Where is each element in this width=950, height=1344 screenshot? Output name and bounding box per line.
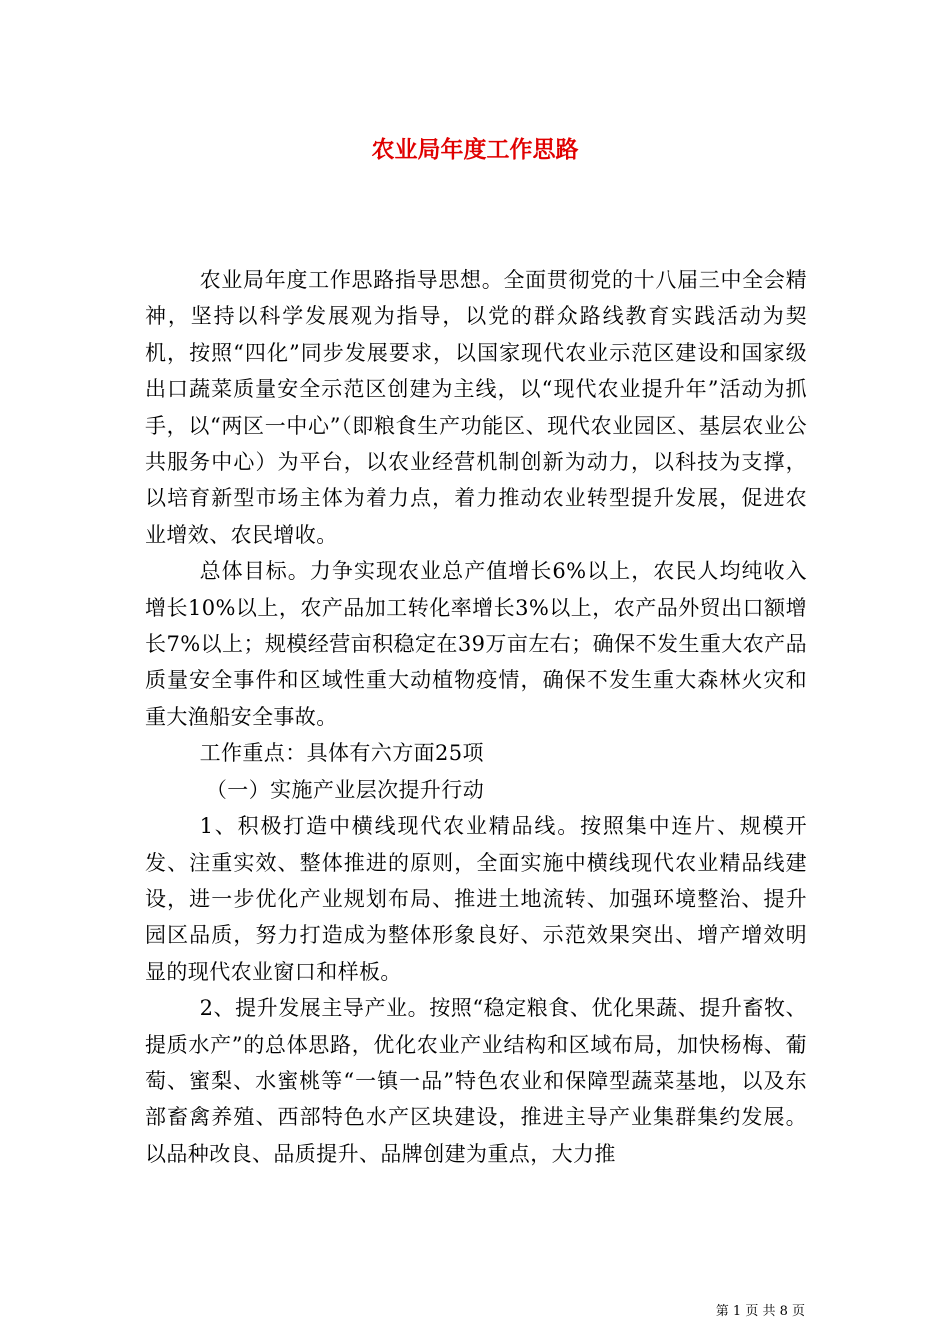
paragraph-item-2: 2、提升发展主导产业。按照“稳定粮食、优化果蔬、提升畜牧、提质水产”的总体思路，优化农业产业结构和区域布局，加快杨梅、葡萄、蜜梨、水蜜桃等“一镇一品”特色农业和保障型蔬菜基地，以及东部畜禽养殖、西部特色水产区块建设，推进主导产业集群集约发展。以品种改良、品质提升、品牌创建为重点，大力推 xyxy=(145,996,807,1166)
page-number: 第 1 页 共 8 页 xyxy=(715,1304,805,1319)
paragraph-overall-goal: 总体目标。力争实现农业总产值增长6%以上，农民人均纯收入增长10%以上，农产品加工转化率增长3%以上，农产品外贸出口额增长7%以上；规模经营亩积稳定在39万亩左右；确保不发生重大农产品质量安全事件和区域性重大动植物疫情，确保不发生重大森林火灾和重大渔船安全事故。 xyxy=(145,559,807,729)
document-title: 农业局年度工作思路 xyxy=(371,136,579,163)
section-heading-1: （一）实施产业层次提升行动 xyxy=(205,777,485,802)
document-body xyxy=(145,262,807,1172)
paragraph-guiding-thought: 农业局年度工作思路指导思想。全面贯彻党的十八届三中全会精神，坚持以科学发展观为指导，以党的群众路线教育实践活动为契机，按照“四化”同步发展要求，以国家现代农业示范区建设和国家级出口蔬菜质量安全示范区创建为主线，以“现代农业提升年”活动为抓手，以“两区一中心”（即粮食生产功能区、现代农业园区、基层农业公共服务中心）为平台，以农业经营机制创新为动力，以科技为支撑，以培育新型市场主体为着力点，着力推动农业转型提升发展，促进农业增效、农民增收。 xyxy=(145,268,807,547)
paragraph-work-focus: 工作重点：具体有六方面25项 xyxy=(199,741,484,766)
paragraph-item-1: 1、积极打造中横线现代农业精品线。按照集中连片、规模开发、注重实效、整体推进的原则，全面实施中横线现代农业精品线建设，进一步优化产业规划布局、推进土地流转、加强环境整治、提升园区品质，努力打造成为整体形象良好、示范效果突出、增产增效明显的现代农业窗口和样板。 xyxy=(145,814,807,984)
